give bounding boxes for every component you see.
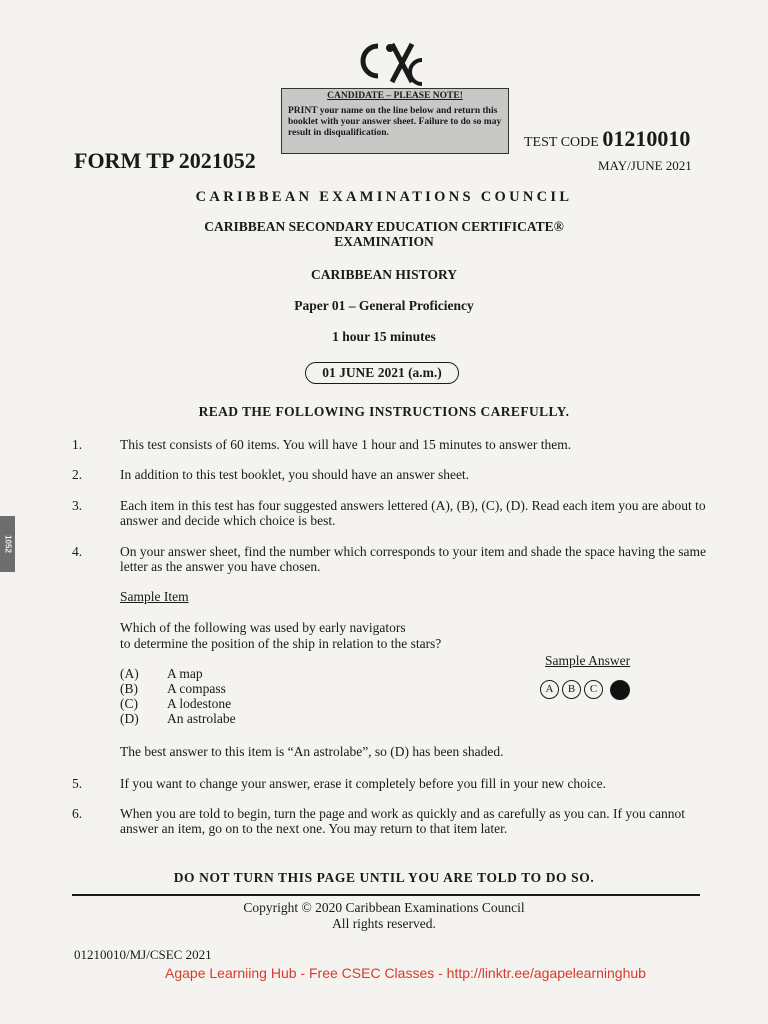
instruction-text: This test consists of 60 items. You will have 1 hour and 15 minutes to answer them. <box>120 437 572 452</box>
instruction-number: 3. <box>72 498 83 513</box>
instructions-heading: READ THE FOLLOWING INSTRUCTIONS CAREFULLY. <box>198 404 570 419</box>
option-letter: (B) <box>120 681 138 696</box>
exam-session: MAY/JUNE 2021 <box>598 158 692 173</box>
rights-text: All rights reserved. <box>332 916 436 931</box>
sample-explanation: The best answer to this item is “An astrolabe”, so (D) has been shaded. <box>120 744 504 759</box>
side-tab-label <box>0 516 15 572</box>
answer-bubble-d-shaded <box>610 680 630 700</box>
option-text: A map <box>167 666 203 681</box>
instruction-number: 4. <box>72 544 83 559</box>
certificate-line-1: CARIBBEAN SECONDARY EDUCATION CERTIFICATE® <box>204 219 564 234</box>
form-number: FORM TP 2021052 <box>74 148 256 173</box>
instruction-text: Each item in this test has four suggested answers lettered (A), (B), (C), (D). Read each item you are about to answer and decide which choice is best. <box>120 498 706 528</box>
instruction-number: 5. <box>72 776 83 791</box>
cxc-logo-icon <box>352 38 424 88</box>
sample-question-line-1: Which of the following was used by early navigators <box>120 620 406 635</box>
candidate-note-box <box>281 88 509 154</box>
paper-title: Paper 01 – General Proficiency <box>294 298 474 313</box>
certificate-line-2: EXAMINATION <box>334 234 434 249</box>
answer-bubble-c: C <box>584 680 603 699</box>
copyright-text: Copyright © 2020 Caribbean Examinations Council <box>243 900 525 915</box>
test-code-label: TEST CODE <box>524 135 599 150</box>
instruction-text: In addition to this test booklet, you should have an answer sheet. <box>120 467 470 482</box>
subject-title: CARIBBEAN HISTORY <box>311 267 457 282</box>
exam-duration: 1 hour 15 minutes <box>332 329 436 344</box>
sample-answer-bubbles <box>540 680 630 700</box>
instruction-number: 1. <box>72 437 83 452</box>
document-code: 01210010/MJ/CSEC 2021 <box>74 947 212 962</box>
test-code <box>524 126 690 152</box>
answer-bubble-a: A <box>540 680 559 699</box>
promo-link[interactable]: Agape Learniing Hub - Free CSEC Classes - http://linktr.ee/agapelearninghub <box>165 965 646 981</box>
instruction-number: 2. <box>72 467 83 482</box>
candidate-note-title: CANDIDATE – PLEASE NOTE! <box>327 91 463 101</box>
option-text: An astrolabe <box>167 711 236 726</box>
option-text: A compass <box>167 681 226 696</box>
instruction-text: When you are told to begin, turn the page and work as quickly and as carefully as you can. If you cannot answer an item, go on to the next one. You may return to that item later. <box>120 806 685 836</box>
certificate-title <box>0 219 768 249</box>
sample-item-label: Sample Item <box>120 589 189 604</box>
do-not-turn-notice: DO NOT TURN THIS PAGE UNTIL YOU ARE TOLD TO DO SO. <box>173 870 595 885</box>
option-letter: (D) <box>120 711 139 726</box>
side-tab-text: 1052 <box>3 535 12 553</box>
council-name: CARIBBEAN EXAMINATIONS COUNCIL <box>195 189 573 205</box>
footer-divider <box>72 894 700 896</box>
exam-date: 01 JUNE 2021 (a.m.) <box>305 362 459 384</box>
candidate-note-body: PRINT your name on the line below and return this booklet with your answer sheet. Failure to do so may result in disqualification. <box>288 106 502 138</box>
option-letter: (A) <box>120 666 139 681</box>
option-text: A lodestone <box>167 696 232 711</box>
test-code-value: 01210010 <box>602 126 691 151</box>
instruction-text: On your answer sheet, find the number which corresponds to your item and shade the space having the same letter as the answer you have chosen. <box>120 544 706 574</box>
instruction-text: If you want to change your answer, erase it completely before you fill in your new choice. <box>120 776 607 791</box>
copyright-block <box>0 900 768 932</box>
instruction-number: 6. <box>72 806 83 821</box>
answer-bubble-b: B <box>562 680 581 699</box>
option-letter: (C) <box>120 696 138 711</box>
sample-answer-label: Sample Answer <box>545 653 631 668</box>
sample-question-line-2: to determine the position of the ship in relation to the stars? <box>120 636 442 651</box>
